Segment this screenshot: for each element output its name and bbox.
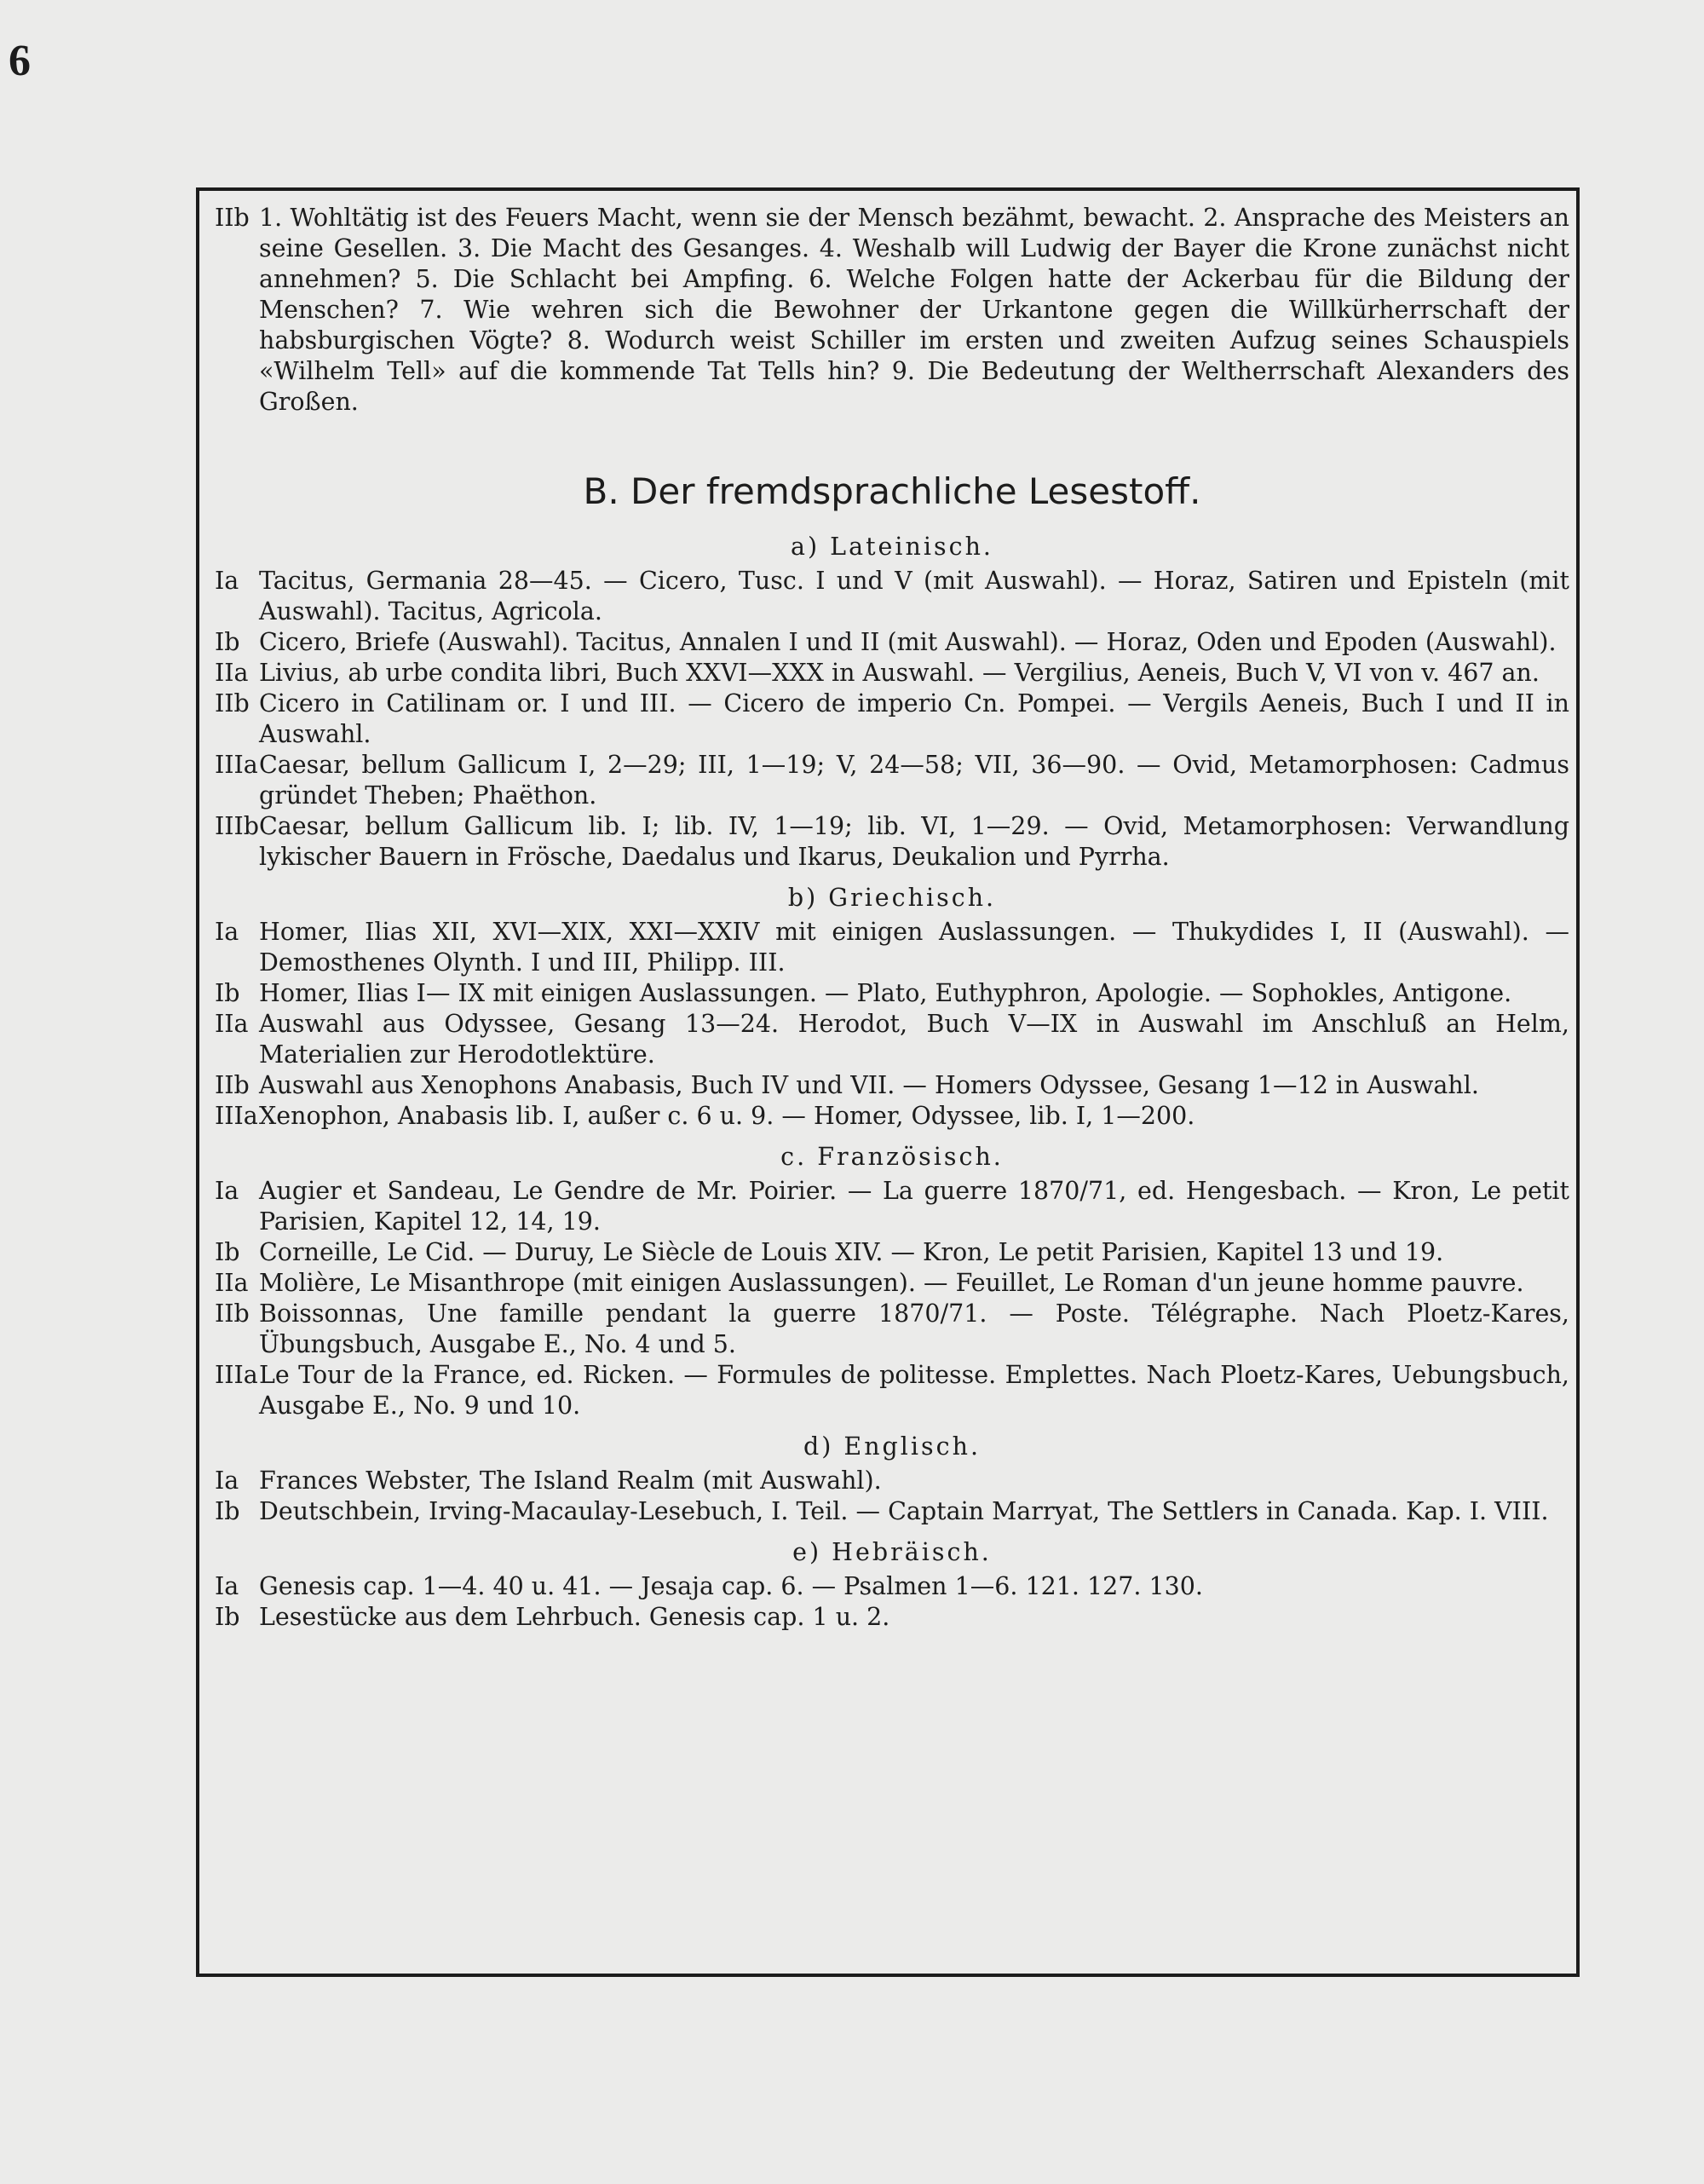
entry-text: Livius, ab urbe condita libri, Buch XXVI—XXX in Auswahl. — Vergilius, Aeneis, Buch V, VI von v. 467 an. [259,659,1540,687]
reading-entry [215,658,1569,689]
reading-entry [215,1070,1569,1101]
entry-text: Le Tour de la France, ed. Ricken. — Formules de politesse. Emplettes. Nach Ploetz-Kares, Uebungsbuch, Ausgabe E., No. 9 und 10. [259,1361,1569,1420]
class-tag: IIa [215,1010,249,1038]
class-tag: IIIa [215,1361,258,1389]
entry-text: Homer, Ilias XII, XVI—XIX, XXI—XXIV mit einigen Auslassungen. — Thukydides I, II (Auswahl). — Demosthenes Olynth. I und III, Philipp. III. [259,918,1569,977]
intro-entry [215,203,1569,418]
class-tag: Ib [215,979,240,1007]
entry-text: Homer, Ilias I— IX mit einigen Auslassungen. — Plato, Euthyphron, Apologie. — Sophokles, Antigone. [259,979,1512,1007]
entry-text: Corneille, Le Cid. — Duruy, Le Siècle de Louis XIV. — Kron, Le petit Parisien, Kapitel 13 und 19. [259,1238,1444,1266]
entry-text: Frances Webster, The Island Realm (mit Auswahl). [259,1467,882,1495]
class-tag: Ib [215,1603,240,1631]
class-tag: IIb [215,1071,250,1099]
entry-text: Genesis cap. 1—4. 40 u. 41. — Jesaja cap. 6. — Psalmen 1—6. 121. 127. 130. [259,1572,1203,1600]
section-heading: a) Lateinisch. [791,533,993,561]
reading-entry [215,1176,1569,1237]
class-tag: IIb [215,204,250,232]
class-tag: IIIb [215,812,260,840]
reading-entry [215,1268,1569,1299]
class-tag: IIb [215,689,250,717]
class-tag: IIIa [215,751,258,779]
entry-text: Lesestücke aus dem Lehrbuch. Genesis cap. 1 u. 2. [259,1603,890,1631]
entry-text: Deutschbein, Irving-Macaulay-Lesebuch, I. Teil. — Captain Marryat, The Settlers in Canada. Kap. I. VIII. [259,1497,1549,1525]
entry-text: Xenophon, Anabasis lib. I, außer c. 6 u. 9. — Homer, Odyssee, lib. I, 1—200. [259,1102,1195,1130]
class-tag: Ib [215,1497,240,1525]
reading-entry [215,1299,1569,1360]
section-heading: b) Griechisch. [787,884,997,912]
class-tag: IIb [215,1299,250,1328]
section-heading: d) Englisch. [803,1432,982,1461]
class-tag: IIIa [215,1102,258,1130]
reading-entry [215,1009,1569,1070]
entry-text: Tacitus, Germania 28—45. — Cicero, Tusc. I und V (mit Auswahl). — Horaz, Satiren und Episteln (mit Auswahl). Tacitus, Agricola. [259,567,1569,625]
section-title: B. Der fremdsprachliche Lesestoff. [583,470,1201,512]
class-tag: Ib [215,1238,240,1266]
class-tag: Ia [215,918,239,946]
entry-text: Caesar, bellum Gallicum I, 2—29; III, 1—19; V, 24—58; VII, 36—90. — Ovid, Metamorphosen: Cadmus gründet Theben; Phaëthon. [259,751,1569,810]
class-tag: Ia [215,567,239,595]
section-heading: c. Französisch. [780,1143,1004,1171]
class-tag: Ia [215,1572,239,1600]
sections [215,532,1569,1633]
page-number: 6 [9,37,31,85]
entry-text: Molière, Le Misanthrope (mit einigen Auslassungen). — Feuillet, Le Roman d'un jeune homme pauvre. [259,1269,1524,1297]
reading-entry [215,627,1569,658]
reading-entry [215,811,1569,873]
class-tag: Ia [215,1467,239,1495]
reading-entry [215,1496,1569,1527]
entry-text: Cicero in Catilinam or. I und III. — Cicero de imperio Cn. Pompei. — Vergils Aeneis, Buch I und II in Auswahl. [259,689,1569,748]
entry-text: 1. Wohltätig ist des Feuers Macht, wenn sie der Mensch bezähmt, bewacht. 2. Ansprache des Meisters an seine Gesellen. 3. Die Macht des Gesanges. 4. Weshalb will Ludwig der Bayer die Krone zunächst nicht annehmen? 5. Die Schlacht bei Ampfing. 6. Welche Folgen hatte der Ackerbau für die Bildung der Menschen? 7. Wie wehren sich die Bewohner der Urkantone gegen die Willkürherrschaft der habsburgischen Vögte? 8. Wodurch weist Schiller im ersten und zweiten Aufzug seines Schauspiels «Wilhelm Tell» auf die kommende Tat Tells hin? 9. Die Bedeutung der Weltherrschaft Alexanders des Großen. [259,204,1569,416]
section-heading: e) Hebräisch. [792,1538,992,1566]
entry-text: Auswahl aus Xenophons Anabasis, Buch IV und VII. — Homers Odyssee, Gesang 1—12 in Auswahl. [259,1071,1479,1099]
class-tag: Ib [215,628,240,656]
entry-text: Boissonnas, Une famille pendant la guerre 1870/71. — Poste. Télégraphe. Nach Ploetz-Kares, Übungsbuch, Ausgabe E., No. 4 und 5. [259,1299,1569,1358]
reading-entry [215,1360,1569,1421]
entry-text: Auswahl aus Odyssee, Gesang 13—24. Herodot, Buch V—IX in Auswahl im Anschluß an Helm, Materialien zur Herodotlektüre. [259,1010,1569,1069]
reading-entry [215,750,1569,811]
reading-entry [215,1101,1569,1132]
class-tag: IIa [215,659,249,687]
entry-text: Augier et Sandeau, Le Gendre de Mr. Poirier. — La guerre 1870/71, ed. Hengesbach. — Kron, Le petit Parisien, Kapitel 12, 14, 19. [259,1177,1569,1236]
reading-entry [215,566,1569,627]
reading-entry [215,1571,1569,1602]
class-tag: Ia [215,1177,239,1205]
reading-entry [215,1237,1569,1268]
reading-entry [215,1466,1569,1496]
entry-text: Caesar, bellum Gallicum lib. I; lib. IV, 1—19; lib. VI, 1—29. — Ovid, Metamorphosen: Verwandlung lykischer Bauern in Frösche, Daedalus und Ikarus, Deukalion und Pyrrha. [259,812,1569,871]
entry-text: Cicero, Briefe (Auswahl). Tacitus, Annalen I und II (mit Auswahl). — Horaz, Oden und Epoden (Auswahl). [259,628,1557,656]
page-content [215,203,1569,1633]
reading-entry [215,917,1569,978]
reading-entry [215,689,1569,750]
reading-entry [215,1602,1569,1633]
class-tag: IIa [215,1269,249,1297]
reading-entry [215,978,1569,1009]
